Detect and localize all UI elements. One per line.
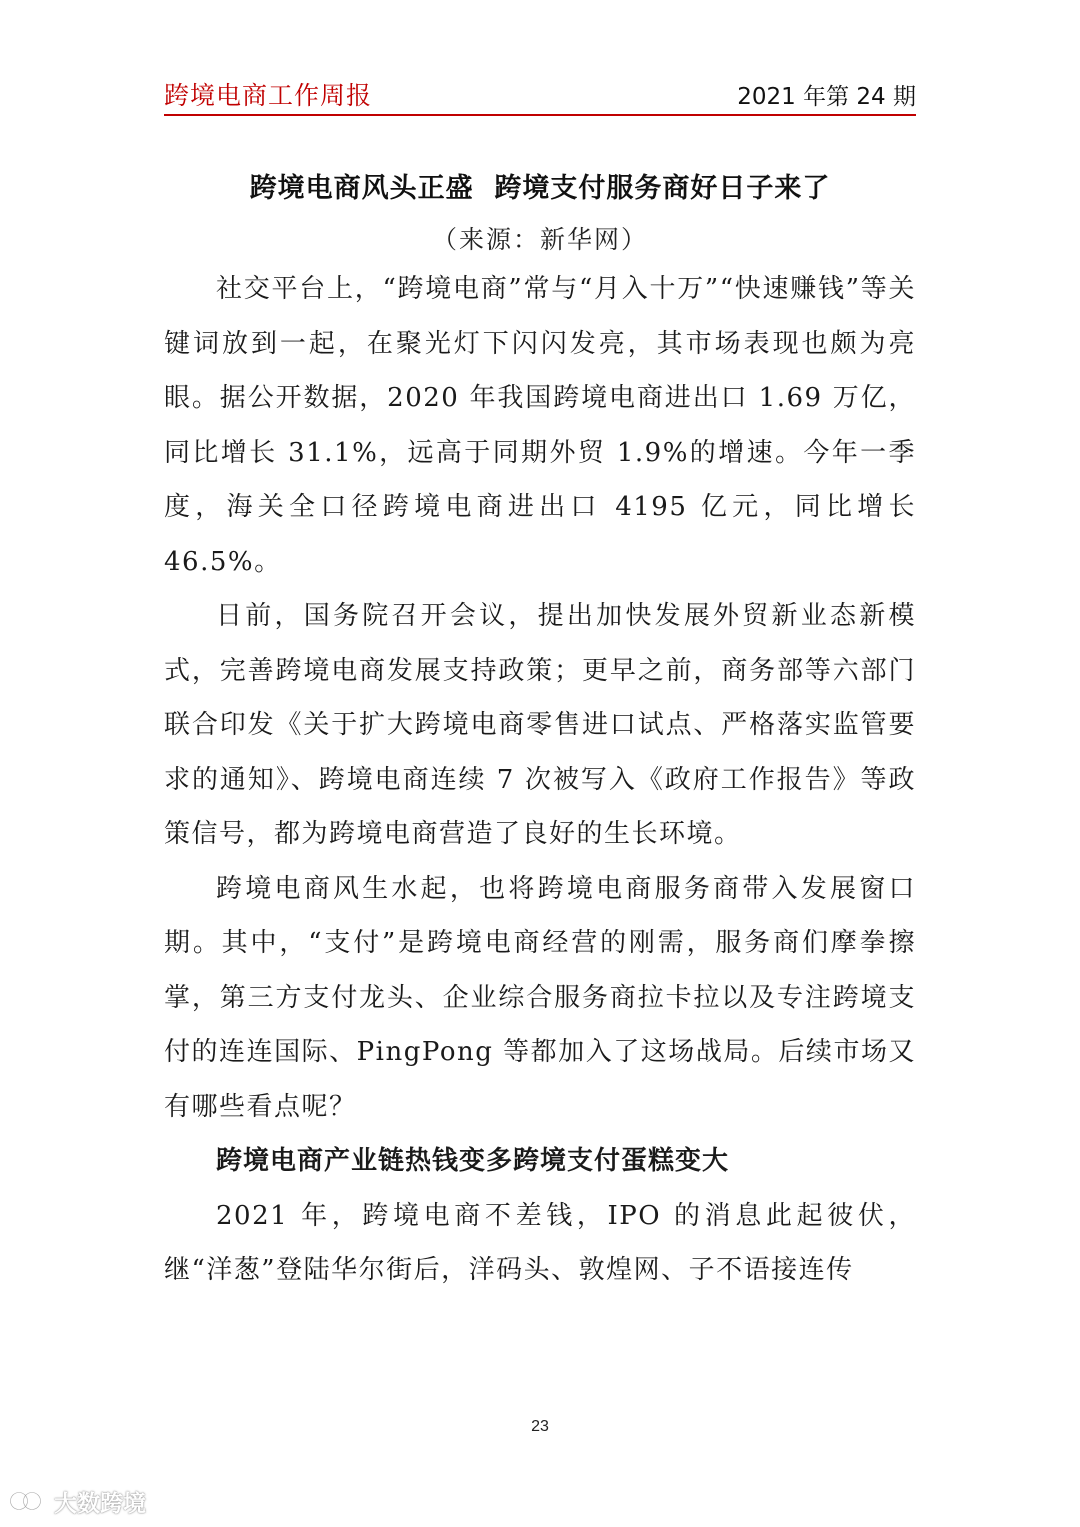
publication-name: 跨境电商工作周报 [164, 81, 373, 110]
paragraph: 跨境电商风生水起，也将跨境电商服务商带入发展窗口期。其中，“支付”是跨境电商经营的刚需，服务商们摩拳擦掌，第三方支付龙头、企业综合服务商拉卡拉以及专注跨境支付的连连国际、PingPong 等都加入了这场战局。后续市场又有哪些看点呢？ [164, 873, 916, 1122]
article-title: 跨境电商风头正盛 跨境支付服务商好日子来了 [249, 173, 831, 204]
section-subheading: 跨境电商产业链热钱变多跨境支付蛋糕变大 [216, 1146, 730, 1176]
watermark [10, 1486, 146, 1516]
paragraph: 社交平台上，“跨境电商”常与“月入十万”“快速赚钱”等关键词放到一起，在聚光灯下闪闪发亮，其市场表现也颇为亮眼。据公开数据，2020 年我国跨境电商进出口 1.69 万亿，同比增长 31.1%，远高于同期外贸 1.9%的增速。今年一季度，海关全口径跨境电商进出口 4195 亿元，同比增长 46.5%。 [164, 274, 916, 577]
issue-number: 2021 年第 24 期 [737, 84, 916, 110]
watermark-logo-icon [10, 1488, 48, 1514]
paragraph: 2021 年，跨境电商不差钱，IPO 的消息此起彼伏，继“洋葱”登陆华尔街后，洋码头、敦煌网、子不语接连传 [164, 1200, 916, 1285]
article-body [164, 262, 916, 1298]
page-header [164, 74, 916, 116]
article-source: （来源：新华网） [431, 225, 648, 254]
page-number: 23 [531, 1418, 549, 1435]
paragraph: 日前，国务院召开会议，提出加快发展外贸新业态新模式，完善跨境电商发展支持政策；更早之前，商务部等六部门联合印发《关于扩大跨境电商零售进口试点、严格落实监管要求的通知》、跨境电商连续 7 次被写入《政府工作报告》等政策信号，都为跨境电商营造了良好的生长环境。 [164, 601, 916, 849]
watermark-text: 大数跨境 [54, 1490, 146, 1517]
